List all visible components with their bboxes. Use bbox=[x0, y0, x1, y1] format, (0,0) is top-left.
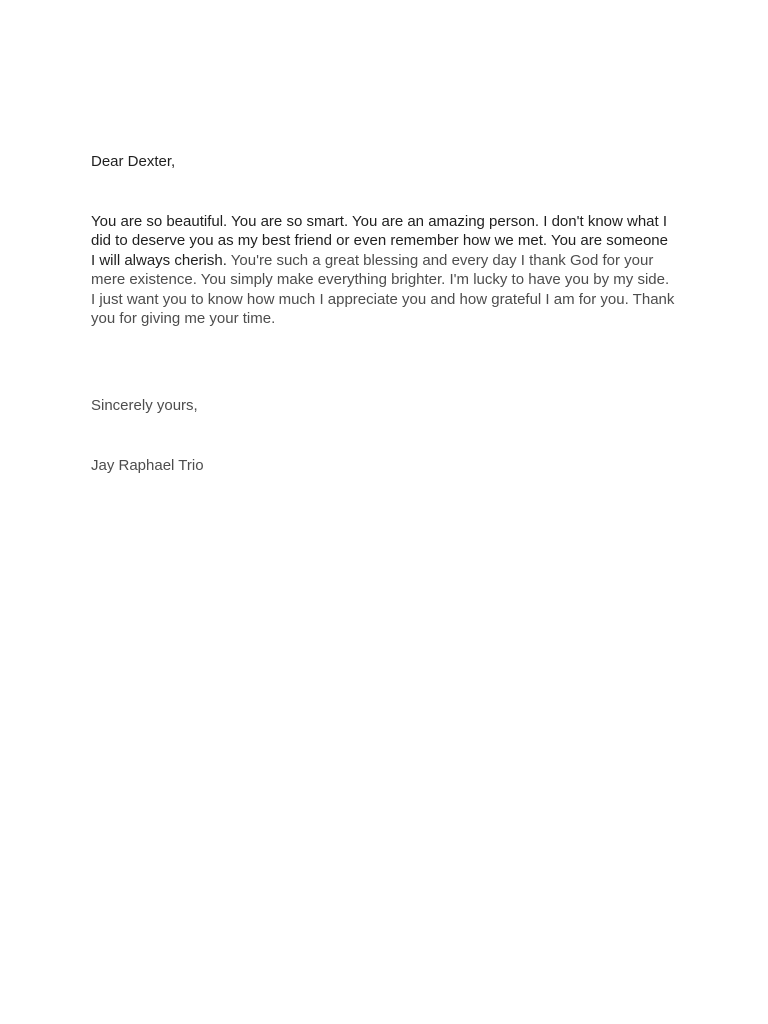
letter-greeting: Dear Dexter, bbox=[91, 153, 176, 170]
body-line: You are so beautiful. You are so smart. You are an amazing person. I don't know what I bbox=[91, 213, 668, 230]
body-line: did to deserve you as my best friend or even remember how we met. You are someone bbox=[91, 232, 668, 250]
body-line: I just want you to know how much I appreciate you and how grateful I am for you. Thank bbox=[91, 290, 675, 308]
letter-signature: Jay Raphael Trio bbox=[91, 457, 204, 474]
letter-body bbox=[91, 212, 691, 328]
body-line: you for giving me your time. bbox=[91, 310, 276, 328]
body-line-segment: You're such a great blessing and every day I thank God for your bbox=[226, 251, 654, 269]
body-line-mixed bbox=[91, 251, 691, 270]
body-line-segment: I will always cherish. bbox=[91, 251, 227, 269]
letter-closing: Sincerely yours, bbox=[91, 397, 198, 414]
body-line: mere existence. You simply make everything brighter. I'm lucky to have you by my side. bbox=[91, 271, 670, 289]
